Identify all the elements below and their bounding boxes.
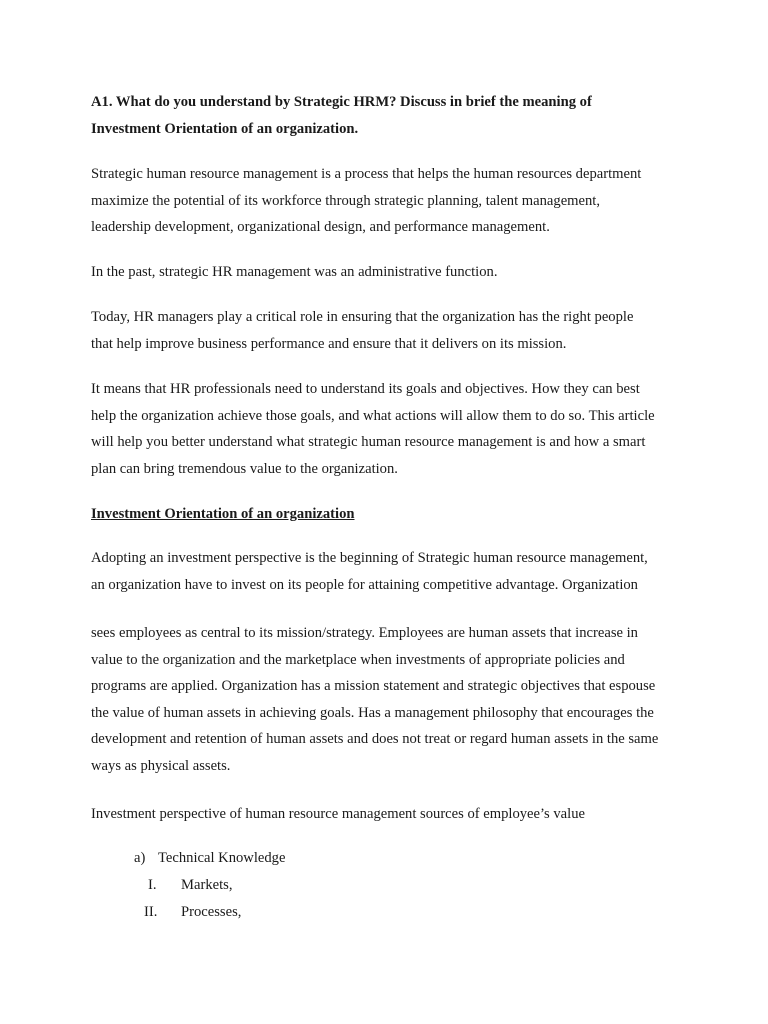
- text-line: development and retention of human assets and does not treat or regard human assets in the same: [91, 731, 659, 747]
- list-item-text: Technical Knowledge: [158, 850, 286, 866]
- text-line: programs are applied. Organization has a mission statement and strategic objectives that espouse: [91, 678, 656, 694]
- question-heading: [91, 89, 731, 142]
- text-line: plan can bring tremendous value to the organization.: [91, 460, 398, 477]
- list-marker: a): [134, 850, 146, 866]
- list-item-text: Markets,: [181, 877, 233, 893]
- text-line: leadership development, organizational design, and performance management.: [91, 219, 550, 235]
- text-line: It means that HR professionals need to understand its goals and objectives. How they can best: [91, 381, 640, 397]
- paragraph-strategic-hrm-definition: [91, 161, 731, 241]
- text-line: value to the organization and the marketplace when investments of appropriate policies and: [91, 651, 625, 668]
- text-line: an organization have to invest on its people for attaining competitive advantage. Organization: [91, 576, 638, 593]
- text-line: Adopting an investment perspective is the beginning of Strategic human resource management,: [91, 550, 648, 566]
- paragraph-today-hr: [91, 304, 731, 357]
- text-line: maximize the potential of its workforce through strategic planning, talent management,: [91, 192, 600, 209]
- text-line: Today, HR managers play a critical role in ensuring that the organization has the right people: [91, 309, 634, 325]
- text-line: ways as physical assets.: [91, 757, 231, 774]
- text-line: sees employees as central to its mission/strategy. Employees are human assets that increase in: [91, 625, 638, 641]
- question-line: A1. What do you understand by Strategic HRM? Discuss in brief the meaning of: [91, 94, 592, 110]
- paragraph-hr-professionals: [91, 376, 731, 482]
- text-line: that help improve business performance and ensure that it delivers on its mission.: [91, 335, 567, 352]
- text-line: Investment perspective of human resource management sources of employee’s value: [91, 806, 585, 822]
- text-line: help the organization achieve those goals, and what actions will allow them to do so. This article: [91, 407, 655, 424]
- text-line: Strategic human resource management is a process that helps the human resources department: [91, 166, 642, 182]
- paragraph-investment-continued: [91, 620, 731, 779]
- list-marker: II.: [144, 904, 158, 920]
- list-marker: I.: [148, 877, 157, 893]
- text-line: the value of human assets in achieving goals. Has a management philosophy that encourages the: [91, 704, 654, 721]
- subheading-text: Investment Orientation of an organization: [91, 506, 355, 522]
- text-line: In the past, strategic HR management was an administrative function.: [91, 264, 498, 280]
- question-line: Investment Orientation of an organization.: [91, 120, 359, 137]
- paragraph-investment-perspective: [91, 545, 731, 598]
- paragraph-past-hr: [91, 259, 731, 286]
- text-line: will help you better understand what strategic human resource management is and how a smart: [91, 434, 646, 450]
- list-item-text: Processes,: [181, 904, 242, 920]
- section-subheading: [91, 501, 731, 528]
- paragraph-sources-intro: [91, 801, 731, 828]
